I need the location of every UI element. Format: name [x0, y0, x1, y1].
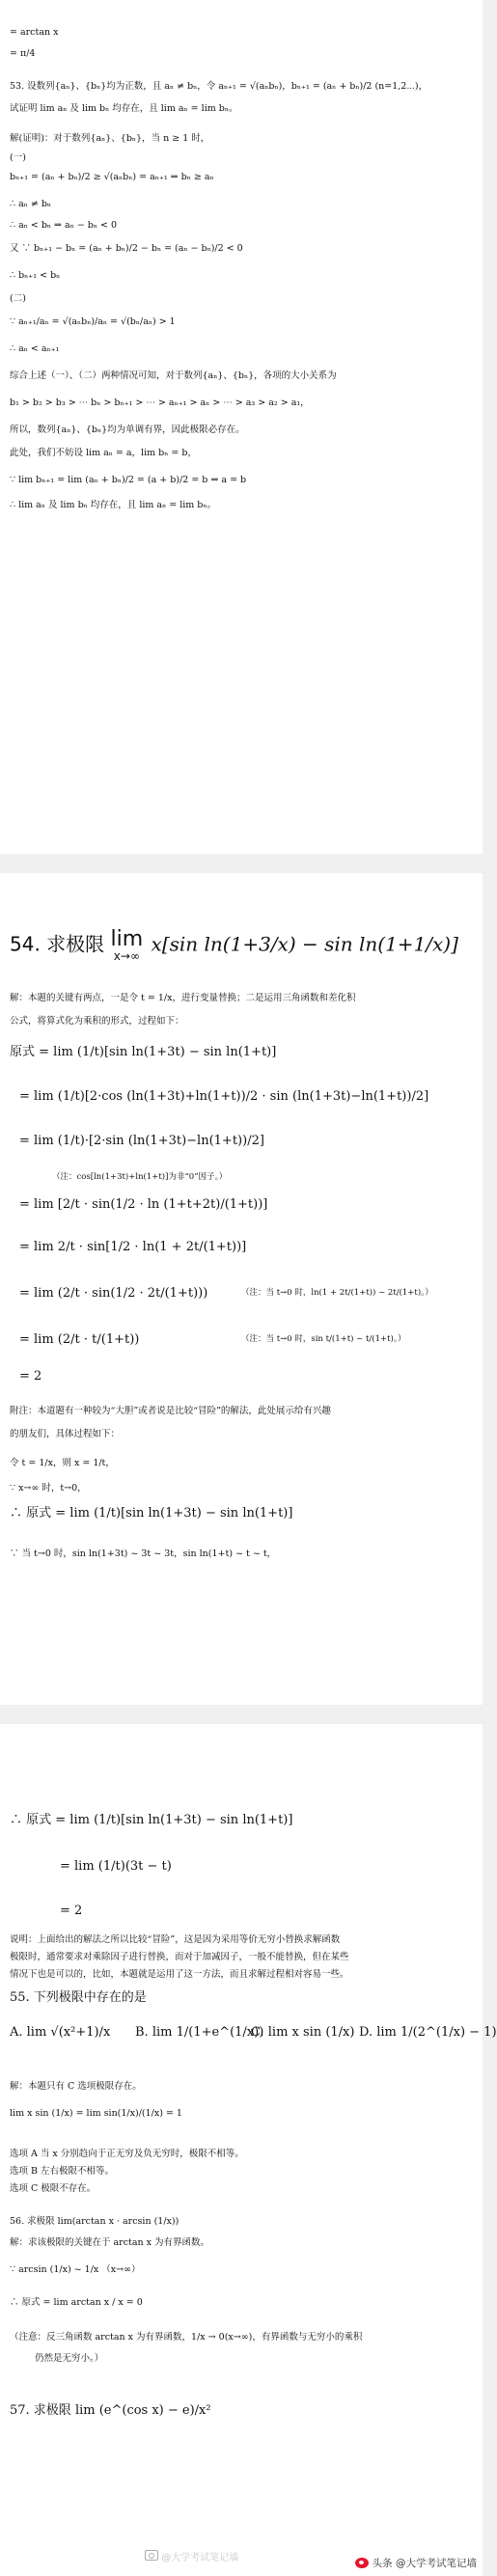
proof-intro: 解(证明)：对于数列{aₙ}、{bₙ}，当 n ≥ 1 时， [10, 133, 210, 144]
problem-54-number: 54. 求极限 [10, 932, 105, 956]
weibo-icon [355, 2558, 369, 2568]
case-2-label: (二) [10, 293, 26, 304]
explanation-1: 说明：上面给出的解法之所以比较“冒险”，这是因为采用等价无穷小替换求解函数 [10, 1934, 341, 1945]
substitution-1: 令 t = 1/x，则 x = 1/t， [10, 1458, 115, 1468]
step-56-2: ∴ 原式 = lim arctan x / x = 0 [10, 2297, 143, 2308]
solution-54-intro: 解：本题的关键有两点，一是令 t = 1/x，进行变量替换；二是运用三角函数和差化积 [10, 993, 356, 1003]
case2-line2: ∴ aₙ < aₙ₊₁ [10, 343, 60, 354]
explanation-2: 极限时，通常要求对乘除因子进行替换，而对于加减因子，一般不能替换，但在某些 [10, 1952, 349, 1962]
watermark-text: @大学考试笔记墙 [161, 2553, 239, 2563]
document-page-2 [0, 873, 483, 1705]
lim-word: lim [110, 927, 144, 951]
reason-c: 选项 C 极限不存在。 [10, 2183, 97, 2194]
step-2: = lim (1/t)[2·cos (ln(1+3t)+ln(1+t))/2 · sin (ln(1+3t)−ln(1+t))/2] [19, 1089, 429, 1104]
camera-icon [145, 2550, 158, 2561]
problem-54-lim [111, 929, 144, 962]
appendix-note-2: 的朋友们，具体过程如下： [10, 1429, 121, 1439]
option-a: A. lim √(x²+1)/x [10, 2025, 111, 2040]
result-1: ∴ 原式 = lim (1/t)[sin ln(1+3t) − sin ln(1+t)] [10, 1813, 293, 1827]
problem-53-statement: 53. 设数列{aₙ}、{bₙ}均为正数，且 aₙ ≠ bₙ，令 aₙ₊₁ = √(aₙbₙ)，bₙ₊₁ = (aₙ + bₙ)/2 (n=1,2⋯)， [10, 81, 428, 92]
case2-line1: ∵ aₙ₊₁/aₙ = √(aₙbₙ)/aₙ = √(bₙ/aₙ) > 1 [10, 316, 176, 327]
step-4: = lim [2/t · sin(1/2 · ln (1+t+2t)/(1+t))] [19, 1197, 268, 1212]
calc-55: lim x sin (1/x) = lim sin(1/x)/(1/x) = 1 [10, 2108, 182, 2119]
result-3: = 2 [60, 1904, 83, 1918]
reason-a: 选项 A 当 x 分别趋向于正无穷及负无穷时，极限不相等。 [10, 2149, 244, 2159]
solution-54-intro-2: 公式，将算式化为乘积的形式，过程如下： [10, 1016, 184, 1027]
solution-56: 解：求该极限的关键在于 arctan x 为有界函数。 [10, 2237, 210, 2248]
step-5: = lim 2/t · sin[1/2 · ln(1 + 2t/(1+t))] [19, 1240, 247, 1254]
note-1: （注：cos[ln(1+3t)+ln(1+t)]为非“0”因子。） [52, 1172, 228, 1182]
substitution-4: ∵ 当 t→0 时，sin ln(1+3t) ~ 3t ~ 3t，sin ln(1+t) ~ t ~ t， [10, 1548, 277, 1559]
option-b: B. lim 1/(1+e^(1/x)) [135, 2025, 264, 2040]
case-1-label: (一) [10, 152, 26, 163]
step-7: = lim (2/t · t/(1+t)) [19, 1332, 140, 1347]
case1-line4: 又 ∵ bₙ₊₁ − bₙ = (aₙ + bₙ)/2 − bₙ = (aₙ − bₙ)/2 < 0 [10, 243, 243, 254]
problem-54-expression: x[sin ln(1+3/x) − sin ln(1+1/x)] [151, 932, 458, 956]
problem-54-title [10, 929, 458, 962]
document-page-1 [0, 0, 483, 854]
proof-conclusion: ∴ lim aₙ 及 lim bₙ 均存在，且 lim aₙ = lim bₙ。 [10, 500, 216, 510]
step-8: = 2 [19, 1369, 42, 1384]
note-3: （注：当 t→0 时，sin t/(1+t) ~ t/(1+t)。） [241, 1334, 406, 1344]
explanation-3: 情况下也是可以的，比如，本题就是运用了这一方法，而且求解过程相对容易一些。 [10, 1969, 349, 1980]
limit-equation: ∵ lim bₙ₊₁ = lim (aₙ + bₙ)/2 = (a + b)/2 = b ⇒ a = b [10, 475, 247, 485]
monotone-bounded-text: 所以，数列{aₙ}、{bₙ}均为单调有界，因此极限必存在。 [10, 425, 245, 435]
document-page-3 [0, 1724, 497, 2576]
problem-56-title: 56. 求极限 lim(arctan x · arcsin (1/x)) [10, 2216, 179, 2227]
step-56-1: ∵ arcsin (1/x) ~ 1/x （x→∞） [10, 2264, 141, 2275]
problem-53-statement-2: 试证明 lim aₙ 及 lim bₙ 均存在，且 lim aₙ = lim bₙ。 [10, 103, 238, 114]
case1-line5: ∴ bₙ₊₁ < bₙ [10, 270, 61, 281]
limit-assumption: 此处，我们不妨设 lim aₙ = a，lim bₙ = b， [10, 448, 197, 458]
note-56-1: （注意：反三角函数 arctan x 为有界函数，1/x → 0(x→∞)，有界函数与无穷小的乘积 [10, 2332, 363, 2343]
lim-subscript: x→∞ [113, 949, 140, 963]
step-3: = lim (1/t)·[2·sin (ln(1+3t)−ln(1+t))/2] [19, 1134, 264, 1148]
option-d: D. lim 1/(2^(1/x) − 1) [359, 2025, 497, 2040]
result-2: = lim (1/t)(3t − t) [60, 1859, 172, 1874]
option-c: C. lim x sin (1/x) [251, 2025, 355, 2040]
answer-55: 解：本题只有 C 选项极限存在。 [10, 2081, 142, 2092]
reason-b: 选项 B 左右极限不相等。 [10, 2166, 115, 2177]
case1-line3: ∴ aₙ < bₙ ⇒ aₙ − bₙ < 0 [10, 220, 118, 231]
inequality-chain: b₁ > b₂ > b₃ > ⋯ bₙ > bₙ₊₁ > ⋯ > aₙ₊₁ > aₙ > ⋯ > a₃ > a₂ > a₁， [10, 397, 310, 408]
note-2: （注：当 t→0 时，ln(1 + 2t/(1+t)) ~ 2t/(1+t)。） [241, 1288, 433, 1298]
step-1: 原式 = lim (1/t)[sin ln(1+3t) − sin ln(1+t)] [10, 1045, 277, 1059]
case1-line2: ∴ aₙ ≠ bₙ [10, 199, 52, 209]
note-56-2: 仍然是无穷小。） [35, 2353, 104, 2364]
problem-55-title: 55. 下列极限中存在的是 [10, 1990, 147, 2005]
problem-57-title: 57. 求极限 lim (e^(cos x) − e)/x² [10, 2403, 211, 2418]
bottom-watermark [355, 2556, 477, 2570]
center-watermark [145, 2549, 238, 2563]
eq-arctan-line: = arctan x [10, 27, 59, 38]
summary-text: 综合上述（一）、（二）两种情况可知，对于数列{aₙ}、{bₙ}，各项的大小关系为 [10, 370, 337, 381]
bottom-watermark-text: 头条 @大学考试笔记墙 [372, 2558, 477, 2569]
substitution-2: ∵ x→∞ 时，t→0， [10, 1483, 87, 1494]
case1-line1: bₙ₊₁ = (aₙ + bₙ)/2 ≥ √(aₙbₙ) = aₙ₊₁ ⇒ bₙ ≥ aₙ [10, 172, 214, 182]
eq-pi-over-4: = π/4 [10, 48, 36, 59]
step-6: = lim (2/t · sin(1/2 · 2t/(1+t))) [19, 1286, 208, 1301]
substitution-3: ∴ 原式 = lim (1/t)[sin ln(1+3t) − sin ln(1+t)] [10, 1506, 293, 1521]
appendix-note: 附注：本道题有一种较为“大胆”或者说是比较“冒险”的解法，此处展示给有兴趣 [10, 1406, 331, 1416]
